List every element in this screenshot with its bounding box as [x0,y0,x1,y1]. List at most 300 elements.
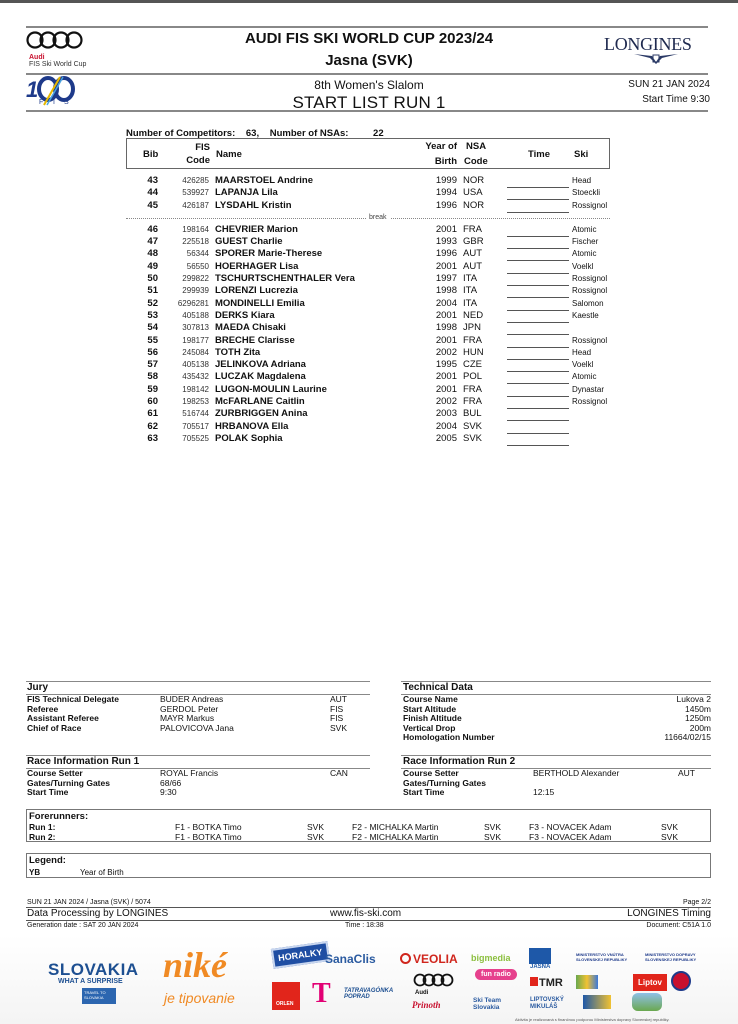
nsa-code-cell: POL [463,371,483,383]
audi-sponsor-rings-icon [413,973,455,987]
run1-nation: CAN [330,768,348,778]
competitor-row [126,347,610,359]
nsa-code-cell: USA [463,187,483,199]
fis-code-cell: 56344 [186,249,209,259]
competitor-row [126,285,610,297]
legend-title: Legend: [29,855,66,866]
competitor-row [126,371,610,383]
run2-value: BERTHOLD Alexander [533,768,620,778]
year-of-birth-cell: 2001 [435,260,457,272]
forerunners-title: Forerunners: [29,811,89,822]
nsa-code-cell: SVK [463,432,483,444]
nsa-code-cell: FRA [463,396,482,408]
tech-label: Course Name [403,694,458,704]
col-time: Time [528,149,551,160]
name-cell: CHEVRIER Marion [215,223,298,235]
nsa-code-cell: FRA [463,223,482,235]
name-cell: BRECHE Clarisse [215,334,295,346]
run1-value: 68/66 [160,777,182,788]
col-ski: Ski [574,149,589,160]
run2-row [403,788,711,798]
time-cell [507,274,569,286]
list-title: START LIST RUN 1 [292,93,446,112]
bib-cell: 46 [147,223,158,235]
time-cell [507,299,569,311]
start-list-rows [126,175,610,445]
nsa-code-cell: FRA [463,383,482,395]
tatravagonka-logo: TATRAVAGÓNKA POPRAD [344,988,393,1000]
competitor-row [126,187,610,199]
bib-cell: 51 [147,285,158,297]
nsas-label: Number of NSAs: [269,128,349,139]
run2-label: Course Setter [403,768,459,778]
nsa-code-cell: HUN [463,346,484,358]
year-of-birth-cell: 2005 [435,432,457,444]
time-cell [507,201,569,213]
year-of-birth-cell: 2001 [435,371,457,383]
generation-date: Generation date : SAT 20 JAN 2024 [27,922,139,929]
legend-abbr: YB [29,868,41,877]
competitor-row [126,421,610,433]
fis-code-cell: 198177 [182,335,209,345]
jury-list [27,695,370,733]
year-of-birth-cell: 2004 [435,420,457,432]
run2-value: 12:15 [533,787,555,798]
bib-cell: 62 [147,420,158,432]
run2-row [403,779,711,789]
col-bib: Bib [143,149,159,160]
competitor-row [126,200,610,212]
competitor-row [126,408,610,420]
competitor-row [126,396,610,408]
race-start-time: Start Time 9:30 [642,94,710,105]
ministry-transport-logo: MINISTERSTVO DOPRAVY SLOVENSKEJ REPUBLIKY [645,952,697,962]
time-cell [507,225,569,237]
jury-member-name: PALOVICOVA Jana [160,722,234,733]
nsa-code-cell: GBR [463,236,484,248]
competitor-row [126,298,610,310]
ski-cell: Atomic [572,224,597,234]
forerunner-1-nation: SVK [307,822,325,832]
year-of-birth-cell: 1993 [435,236,457,248]
jury-member-name: MAYR Markus [160,713,215,724]
fis-code-cell: 299939 [182,286,209,296]
fis-code-cell: 307813 [182,323,209,333]
website-link[interactable]: www.fis-ski.com [330,908,402,919]
competitor-row [126,261,610,273]
year-of-birth-cell: 2001 [435,383,457,395]
year-of-birth-cell: 1995 [435,359,457,371]
liptovsky-mikulas-logo: LIPTOVSKÝ MIKULÁŠ [530,997,564,1010]
legend-meaning: Year of Birth [80,868,124,877]
time-cell [507,286,569,298]
year-of-birth-cell: 2002 [435,396,457,408]
bib-cell: 44 [147,187,158,199]
name-cell: LUGON-MOULIN Laurine [215,383,327,395]
year-of-birth-cell: 1999 [435,175,457,186]
name-cell: HOERHAGER Lisa [215,260,299,272]
bib-cell: 57 [147,359,158,371]
bib-cell: 60 [147,396,158,408]
col-nsa-1: NSA [466,141,487,152]
fis-code-cell: 56550 [186,261,209,271]
mountain-rescue-logo [671,971,691,991]
name-cell: TOTH Zita [215,346,261,358]
venue-title: Jasna (SVK) [325,52,413,69]
tech-label: Start Altitude [403,703,457,714]
nsa-code-cell: ITA [463,285,478,297]
competitor-row [126,359,610,371]
forerunner-2: F2 - MICHALKA Martin [352,831,439,842]
nsa-code-cell: NOR [463,175,485,186]
tech-value: 200m [689,722,711,733]
time-cell [507,176,569,188]
ski-cell: Rossignol [572,286,608,296]
nsa-code-cell: JPN [463,322,481,334]
name-cell: TSCHURTSCHENTHALER Vera [215,273,355,285]
time-cell [507,237,569,249]
header-rule-middle [26,73,708,75]
jasna-logo-mark [529,948,551,964]
jury-member-nation: FIS [330,713,344,724]
tourism-region-logo [576,975,598,989]
tech-value: Lukova 2 [676,694,711,704]
forerunner-1: F1 - BOTKA Timo [175,822,242,832]
col-name: Name [216,149,242,160]
time-cell [507,336,569,348]
data-processing: Data Processing by LONGINES [27,908,169,919]
tech-title: Technical Data [403,682,473,693]
forerunner-2-nation: SVK [484,831,502,842]
competitor-row [126,175,610,187]
ski-team-slovakia-logo: Ski Team Slovakia [473,997,502,1011]
fis-code-cell: 426187 [182,200,209,210]
nsas-value: 22 [373,128,384,139]
competitor-row [126,236,610,248]
nike-tagline: je tipovanie [164,990,235,1006]
col-yob-2: Birth [434,156,457,167]
year-of-birth-cell: 2004 [435,297,457,309]
tech-label: Vertical Drop [403,722,456,733]
run2-list [403,769,711,798]
run1-label: Start Time [27,787,69,798]
timing-credit: LONGINES Timing [627,908,711,919]
break-divider [126,212,610,224]
bib-cell: 49 [147,260,158,272]
bib-cell: 63 [147,432,158,444]
fis-code-cell: 299822 [182,274,209,284]
break-label: break [366,212,390,223]
regional-logo [583,995,611,1009]
jury-member-name: GERDOL Peter [160,703,219,714]
year-of-birth-cell: 2002 [435,346,457,358]
year-of-birth-cell: 1997 [435,273,457,285]
forerunner-3: F3 - NOVACEK Adam [529,831,612,842]
competitor-row [126,273,610,285]
nsa-code-cell: FRA [463,334,482,346]
fis-code-cell: 198164 [182,224,209,234]
jury-member-name: BUDER Andreas [160,694,224,704]
ski-cell: Fischer [572,237,599,247]
col-fis-code-1: FIS [195,142,210,153]
tech-value: 1450m [685,703,711,714]
fis-code-cell: 225518 [182,237,209,247]
nike-logo: niké [163,945,228,985]
name-cell: ZURBRIGGEN Anina [215,408,308,420]
nsa-code-cell: ITA [463,273,478,285]
name-cell: MAEDA Chisaki [215,322,286,334]
svg-text:1: 1 [26,77,39,102]
prinoth-logo: Prinoth [412,1000,441,1010]
bib-cell: 59 [147,383,158,395]
horalky-logo: HORALKY [271,941,330,969]
col-fis-code-2: Code [186,155,210,166]
year-of-birth-cell: 1996 [435,199,457,211]
time-cell [507,249,569,261]
time-cell [507,397,569,409]
bib-cell: 50 [147,273,158,285]
run1-row [27,788,370,798]
fore-row [29,833,709,843]
fis-code-cell: 705525 [182,433,209,443]
bib-cell: 56 [147,346,158,358]
ski-cell: Rossignol [572,200,608,210]
forerunner-3-nation: SVK [661,822,679,832]
funradio-logo: fun radio [475,969,517,980]
time-cell [507,385,569,397]
run1-label: Gates/Turning Gates [27,777,110,788]
competitor-row [126,310,610,322]
tmr-text: TMR [539,977,563,989]
svg-text:S: S [64,99,69,106]
forerunner-3-nation: SVK [661,831,679,842]
competitor-row [126,335,610,347]
bib-cell: 47 [147,236,158,248]
bigmedia-logo: bigmedia [471,953,511,963]
year-of-birth-cell: 2001 [435,334,457,346]
run1-list [27,769,370,798]
nsa-code-cell: AUT [463,248,482,260]
orlen-logo: ORLEN [276,1001,294,1007]
fis-code-cell: 6296281 [177,298,209,308]
competitor-row [126,384,610,396]
tech-value: 1250m [685,713,711,724]
bib-cell: 61 [147,408,158,420]
name-cell: LUCZAK Magdalena [215,371,306,383]
forerunner-1-nation: SVK [307,831,325,842]
document-code: Document: C51A 1.0 [646,922,711,929]
jury-role: Assistant Referee [27,713,99,724]
competitor-row [126,224,610,236]
time-cell [507,372,569,384]
fis-code-cell: 705517 [182,421,209,431]
jasna-logo: JASNA [530,964,551,970]
time-cell [507,348,569,360]
name-cell: GUEST Charlie [215,236,283,248]
nsa-code-cell: SVK [463,420,483,432]
tech-list [403,695,711,743]
tech-label: Homologation Number [403,732,495,743]
funding-disclaimer: Aktivita je realizovaná s finančnou podporou Ministerstva dopravy Slovenskej republiky. [515,1017,670,1022]
ski-cell: Kaestle [572,310,599,320]
ski-cell: Head [572,176,592,185]
tech-row [403,733,711,743]
nsa-code-cell: AUT [463,260,482,272]
bib-cell: 48 [147,248,158,260]
run1-row [27,779,370,789]
fis-code-cell: 539927 [182,188,209,198]
time-cell [507,360,569,372]
jury-role: Referee [27,703,59,714]
race-date: SUN 21 JAN 2024 [628,79,710,90]
header-rule-top [26,26,708,28]
year-of-birth-cell: 2001 [435,309,457,321]
forerunner-2-nation: SVK [484,822,502,832]
run1-label: Course Setter [27,768,83,778]
name-cell: McFARLANE Caitlin [215,396,305,408]
ministry-interior-logo: MINISTERSTVO VNÚTRA SLOVENSKEJ REPUBLIKY [576,952,628,962]
nsa-code-cell: ITA [463,297,478,309]
forerunner-1: F1 - BOTKA Timo [175,831,242,842]
fis-code-cell: 435432 [182,372,209,382]
footer-rule-bottom [26,920,711,921]
fis-code-cell: 198142 [182,384,209,394]
year-of-birth-cell: 1996 [435,248,457,260]
jury-member-nation: AUT [330,694,347,704]
forerunner-2: F2 - MICHALKA Martin [352,822,439,832]
name-cell: SPORER Marie-Therese [215,248,323,260]
year-of-birth-cell: 2001 [435,223,457,235]
forerunner-3: F3 - NOVACEK Adam [529,822,612,832]
run1-value: 9:30 [160,787,177,798]
ski-cell: Dynastar [572,384,605,394]
audi-brand-text: Audi [29,54,45,61]
year-of-birth-cell: 1998 [435,285,457,297]
jury-row [27,724,370,734]
tech-label: Finish Altitude [403,713,462,724]
time-cell [507,311,569,323]
name-cell: LYSDAHL Kristin [215,199,292,211]
jury-title: Jury [27,682,49,693]
competitors-value: 63, [245,128,260,139]
ski-cell: Head [572,347,592,357]
fis-code-cell: 198253 [182,397,209,407]
bib-cell: 53 [147,309,158,321]
name-cell: POLAK Sophia [215,432,283,444]
tmr-logo [530,977,563,989]
audi-sponsor-text: Audi [415,990,429,996]
nsa-code-cell: NED [463,309,484,321]
ski-cell: Salomon [572,298,604,308]
bib-cell: 58 [147,371,158,383]
name-cell: LORENZI Lucrezia [215,285,298,297]
run2-title: Race Information Run 2 [403,756,516,767]
ski-cell: Rossignol [572,397,608,407]
generation-time: Time : 18:38 [345,922,384,929]
slovakia-tagline: WHAT A SURPRISE [58,978,123,985]
bib-cell: 43 [147,175,158,186]
competitor-row [126,433,610,445]
longines-logo: LONGINES [604,34,692,54]
time-cell [507,323,569,335]
name-cell: DERKS Kiara [215,309,275,321]
page-number: Page 2/2 [682,899,711,906]
col-yob-1: Year of [425,141,457,152]
veolia-logo [400,952,458,966]
jury-rule-top [26,681,370,682]
bib-cell: 55 [147,334,158,346]
slovakia-logo: SLOVAKIA [48,960,139,979]
window-top-bar [0,0,738,3]
nsa-code-cell: BUL [463,408,482,420]
sanaclis-logo: SanaClis [325,952,376,966]
competition-title: AUDI FIS SKI WORLD CUP 2023/24 [244,30,494,47]
start-list-header [126,138,610,169]
audi-world-cup-text: FIS Ski World Cup [29,61,87,68]
fis-code-cell: 426285 [182,176,209,185]
doc-reference: SUN 21 JAN 2024 / Jasna (SVK) / 5074 [27,899,151,906]
col-nsa-2: Code [464,156,488,167]
run2-label: Gates/Turning Gates [403,777,486,788]
name-cell: MAARSTOEL Andrine [215,175,313,186]
name-cell: MONDINELLI Emilia [215,297,305,309]
svg-text:I: I [53,99,55,106]
ski-cell: Rossignol [572,335,608,345]
jury-role: FIS Technical Delegate [27,694,119,704]
time-cell [507,409,569,421]
legend-box [26,853,711,878]
slovakia-badge: TRAVEL TO SLOVAKIA [82,988,116,1004]
time-cell [507,434,569,446]
jury-role: Chief of Race [27,722,82,733]
fis-code-cell: 405138 [182,360,209,370]
run1-title: Race Information Run 1 [27,756,140,767]
name-cell: HRBANOVA Ella [215,420,289,432]
year-of-birth-cell: 2003 [435,408,457,420]
competitor-row [126,322,610,334]
year-of-birth-cell: 1998 [435,322,457,334]
svg-text:F: F [39,99,44,106]
ski-resort-badge-logo [632,993,662,1011]
event-name: 8th Women's Slalom [314,78,424,92]
time-cell [507,422,569,434]
name-cell: JELINKOVA Adriana [215,359,306,371]
run1-value: ROYAL Francis [160,768,219,778]
ski-cell: Voelkl [572,360,594,370]
tech-value: 11664/02/15 [664,732,711,743]
name-cell: LAPANJA Lila [215,187,278,199]
veolia-text: VEOLIA [413,952,458,966]
ski-cell: Voelkl [572,261,594,271]
nsa-code-cell: CZE [463,359,482,371]
ski-cell: Stoeckli [572,188,601,198]
forerunner-run-label: Run 1: [29,822,56,832]
telekom-logo: T [312,978,331,1009]
jury-member-nation: FIS [330,703,344,714]
bib-cell: 54 [147,322,158,334]
fis-code-cell: 516744 [182,409,209,419]
time-cell [507,188,569,200]
competitor-row [126,248,610,260]
nsa-code-cell: NOR [463,199,485,211]
run2-label: Start Time [403,787,445,798]
time-cell [507,262,569,274]
ski-cell: Rossignol [572,274,608,284]
jury-member-nation: SVK [330,722,348,733]
competitors-label: Number of Competitors: [126,128,236,139]
ski-cell: Atomic [572,249,597,259]
fis-code-cell: 405188 [182,310,209,320]
